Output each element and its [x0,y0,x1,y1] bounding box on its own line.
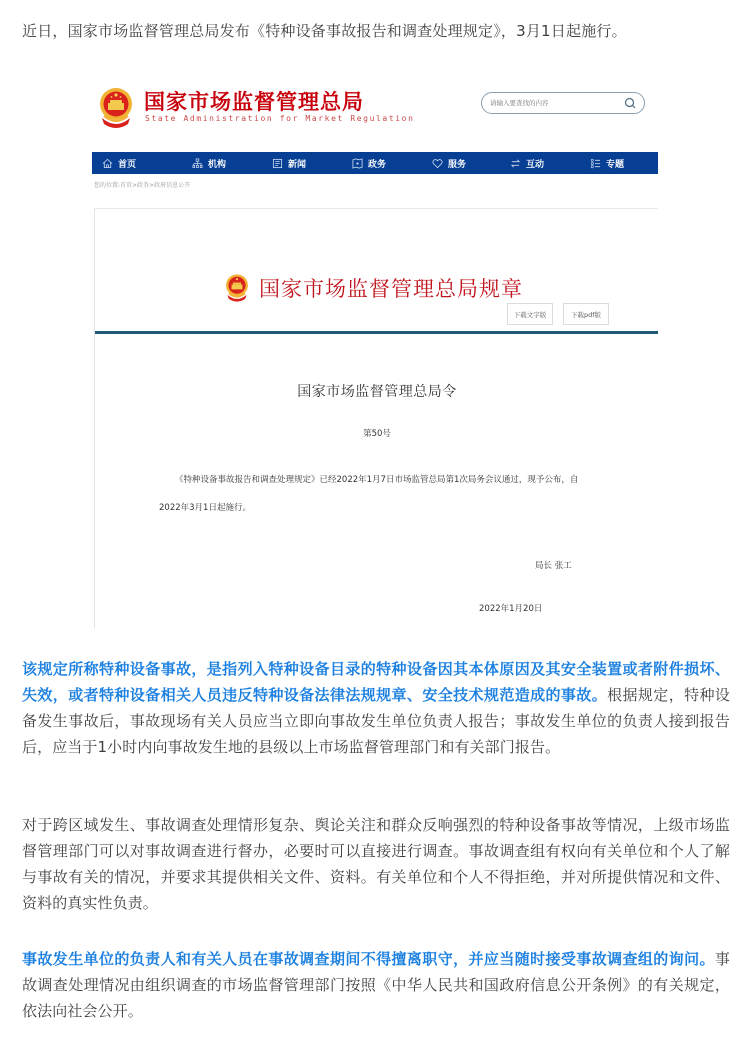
embedded-website-screenshot [92,78,658,628]
search-icon[interactable] [624,97,636,109]
nav-item-label: 政务 [368,159,387,170]
national-emblem-icon [98,86,134,130]
signer: 局长 张工 [535,561,572,571]
divider [95,331,658,334]
nav-item-label: 服务 [448,159,467,170]
regulation-banner [223,273,523,303]
news-icon [272,158,283,169]
site-nav-bar [92,152,658,174]
article-paragraph [22,656,730,760]
nav-item-label: 机构 [208,159,227,170]
national-emblem-icon [223,273,251,303]
heart-icon [432,158,443,169]
government-icon [352,158,363,169]
article-paragraph [22,946,730,1024]
nav-item-services[interactable] [432,157,510,170]
paragraph-text: 对于跨区域发生、事故调查处理情形复杂、舆论关注和群众反响强烈的特种设备事故等情况，上级市场监督管理部门可以对事故调查进行督办，必要时可以直接进行调查。事故调查组有权向有关单位和个人了解与事故有关的情况，并要求其提供相关文件、资料。有关单位和个人不得拒绝，并对所提供情况和文件、资料的真实性负责。 [22,816,730,912]
site-title: 国家市场监督管理总局 [144,90,364,114]
paragraph-text: 事故调查处理情况由组织调查的市场监督管理部门按照《中华人民共和国政府信息公开条例》的有关规定，依法向社会公开。 [22,950,730,1020]
nav-item-home[interactable] [102,157,192,170]
breadcrumb: 您的位置:首页>政务>政府信息公开 [94,182,191,189]
nav-item-interaction[interactable] [510,157,590,170]
list-icon [590,158,601,169]
nav-item-label: 专题 [606,159,625,170]
nav-item-government-affairs[interactable] [352,157,432,170]
nav-item-organization[interactable] [192,157,272,170]
site-header [92,78,658,148]
org-chart-icon [192,158,203,169]
download-pdf-button[interactable]: 下载pdf版 [563,303,609,325]
site-subtitle: State Administration for Market Regulation [145,114,415,123]
home-icon [102,158,113,169]
order-title: 国家市场监督管理总局令 [297,384,457,400]
nav-item-news[interactable] [272,157,352,170]
highlighted-text: 事故发生单位的负责人和有关人员在事故调查期间不得擅离职守，并应当随时接受事故调查组的询问。 [22,950,715,968]
article-paragraph [22,812,730,916]
nav-item-label: 首页 [118,159,137,170]
download-word-button[interactable]: 下载文字版 [507,303,553,325]
order-body: 《特种设备事故报告和调查处理规定》已经2022年1月7日市场监管总局第1次局务会议通过，现予公布，自2022年3月1日起施行。 [159,475,579,513]
regulation-banner-title: 国家市场监督管理总局规章 [259,277,523,301]
nav-item-label: 互动 [526,159,545,170]
intro-paragraph: 近日，国家市场监督管理总局发布《特种设备事故报告和调查处理规定》，3月1日起施行。 [22,22,627,40]
highlighted-text: 该规定所称特种设备事故，是指列入特种设备目录的特种设备因其本体原因及其安全装置或者附件损坏、失效，或者特种设备相关人员违反特种设备法律法规规章、安全技术规范造成的事故。 [22,660,730,704]
sign-date: 2022年1月20日 [479,604,543,614]
nav-item-label: 新闻 [288,159,307,170]
paragraph-text: 根据规定，特种设备发生事故后，事故现场有关人员应当立即向事故发生单位负责人报告；事故发生单位的负责人接到报告后，应当于1小时内向事故发生地的县级以上市场监督管理部门和有关部门报告。 [22,686,730,756]
site-search-box[interactable] [481,92,645,114]
search-input[interactable] [490,96,610,110]
order-number: 第50号 [363,429,391,439]
regulation-document-panel [94,208,658,628]
exchange-arrows-icon [510,158,521,169]
nav-item-topics[interactable] [590,157,650,170]
